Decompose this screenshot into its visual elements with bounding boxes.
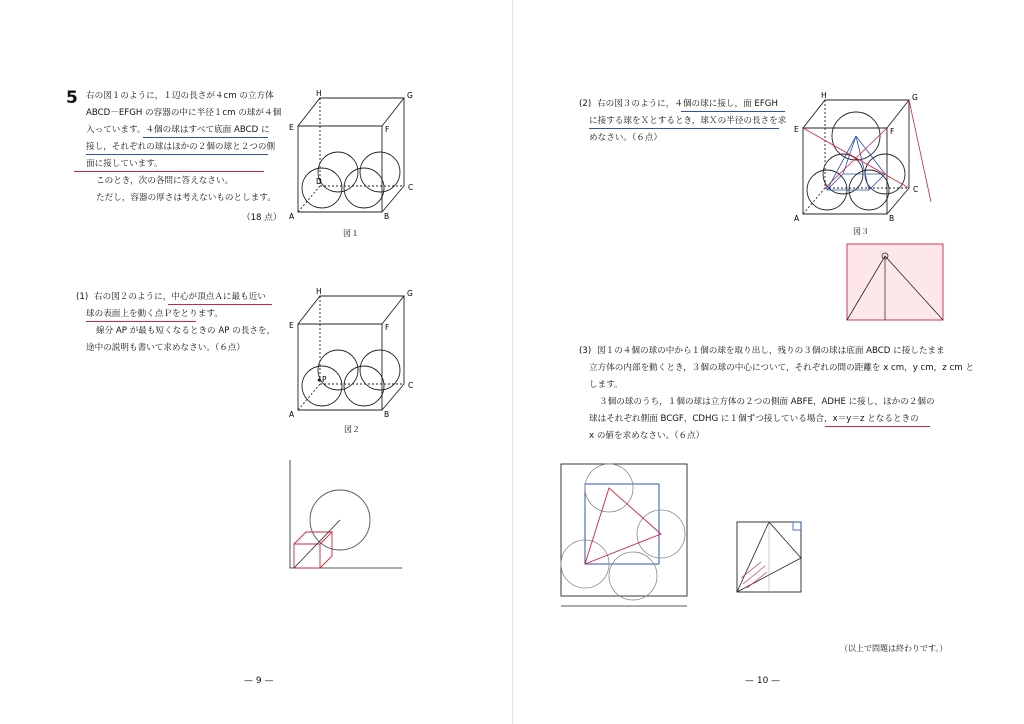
page-right [512,0,1024,724]
vertex-label: F [385,323,390,332]
q3-line-4: ３個の球のうち，１個の球は立方体の２つの側面 ABFE，ADHE に接し，ほかの２個の [599,397,935,407]
q3-line-1: 図１の４個の球の中から１個の球を取り出し，残りの３個の球は底面 ABCD に接したまま [597,346,945,356]
figure-1 [286,90,426,230]
underline-mark [825,426,930,427]
vertex-label: E [794,125,799,134]
q5-points: （18 点） [242,213,282,223]
q1-label: (1) [76,292,89,302]
enlarged-sketch [284,450,414,580]
underline-mark [168,304,272,305]
q3-label: (3) [579,346,592,356]
vertex-label: G [912,93,918,102]
underline-mark [589,128,779,129]
vertex-label: F [890,127,895,136]
underline-mark [86,154,268,155]
cross-section-sketch [835,238,965,330]
vertex-label: B [384,212,390,221]
underline-mark [143,137,268,138]
q5-line-3: 入っています。４個の球はすべて底面 ABCD に [86,125,270,135]
figure-2 [286,288,426,428]
vertex-label: B [384,410,390,419]
vertex-label: G [407,91,413,100]
q1-line-3: 線分 AP が最も短くなるときの AP の長さを， [96,326,276,336]
q3-triangle-sketch [731,518,811,604]
vertex-label: B [889,214,895,223]
vertex-label: D [316,177,322,186]
vertex-label: E [289,321,294,330]
vertex-label: A [794,214,800,223]
underline-mark [681,111,785,112]
vertex-label: C [408,381,414,390]
figure-1-caption: 図１ [343,229,359,238]
vertex-label: A [289,212,295,221]
q5-line-5: 面に接しています。 [86,159,163,169]
vertex-label: C [913,185,919,194]
vertex-label: F [385,125,390,134]
q5-line-7: ただし，容器の厚さは考えないものとします。 [96,193,276,203]
q3-line-5: 球はそれぞれ側面 BCGF，CDHG に１個ずつ接している場合，x＝y＝z となるときの [589,414,919,424]
q5-line-6: このとき，次の各問に答えなさい。 [96,176,234,186]
page-number-10: — 10 — [745,676,781,686]
figure-2-caption: 図２ [344,425,360,434]
q3-line-6: x の値を求めなさい。（６点） [589,431,705,441]
q5-number: 5 [66,88,78,108]
q3-top-view-sketch [557,460,707,612]
q2-line-2: に接する球をＸとするとき，球Ｘの半径の長さを求 [589,116,787,126]
q2-line-3: めなさい。（６点） [589,133,663,143]
page-number-9: — 9 — [244,676,274,686]
vertex-label: H [316,89,322,98]
q3-line-2: 立方体の内部を動くとき，３個の球の中心について，それぞれの間の距離を x cm，y cm，z cm と [589,363,974,373]
figure-3-caption: 図３ [853,227,869,236]
q2-label: (2) [579,99,592,109]
q5-line-2: ABCD－EFGH の容器の中に半径１cm の球が４個 [86,108,282,118]
vertex-label: G [407,289,413,298]
q2-line-1: 右の図３のように，４個の球に接し，面 EFGH [597,99,778,109]
vertex-label: C [408,183,414,192]
vertex-label: E [289,123,294,132]
underline-mark [86,321,196,322]
vertex-label: A [289,410,295,419]
q5-line-4: 接し，それぞれの球はほかの２個の球と２つの側 [86,142,276,152]
q1-line-4: 途中の説明も書いて求めなさい。（６点） [86,343,245,353]
q1-line-1: 右の図２のように，中心が頂点Ａに最も近い [94,292,266,302]
underline-mark [74,171,264,172]
vertex-label: H [821,91,827,100]
q3-line-3: します。 [589,380,623,390]
figure-3 [791,92,941,232]
q5-line-1: 右の図１のように，１辺の長さが４cm の立方体 [86,91,274,101]
end-note: （以上で問題は終わりです。） [840,644,948,653]
q1-line-2: 球の表面上を動く点Ｐをとります。 [86,309,223,319]
vertex-label: H [316,287,322,296]
point-p-label: P [322,375,327,384]
